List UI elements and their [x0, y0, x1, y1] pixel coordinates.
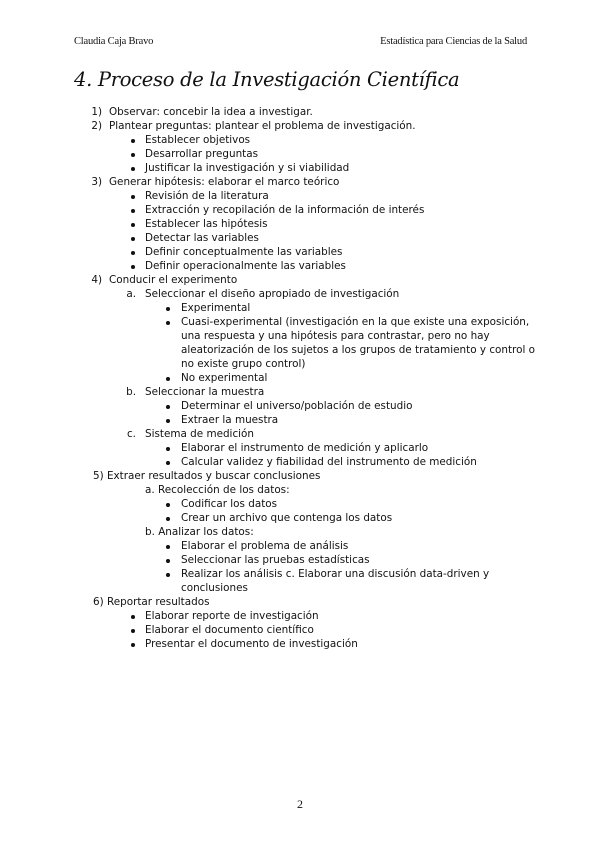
- bullet-text: Justificar la investigación y si viabilidad: [145, 162, 350, 174]
- step-number: 4): [91, 274, 102, 286]
- sub-text: a. Recolección de los datos:: [145, 484, 290, 496]
- bullet-text: Elaborar el instrumento de medición y aplicarlo: [181, 442, 429, 454]
- bullet-text: Revisión de la literatura: [145, 190, 269, 202]
- step-number: 3): [91, 176, 102, 188]
- bullet-icon: [131, 265, 135, 269]
- step-text: Plantear preguntas: plantear el problema de investigación.: [109, 120, 416, 132]
- bullet-icon: [166, 559, 170, 563]
- bullet-text: Extracción y recopilación de la información de interés: [145, 204, 425, 216]
- step-text: 5) Extraer resultados y buscar conclusiones: [93, 470, 321, 482]
- header-course: Estadística para Ciencias de la Salud: [380, 36, 527, 47]
- bullet-text: Seleccionar las pruebas estadísticas: [181, 554, 370, 566]
- sub-text: Seleccionar el diseño apropiado de investigación: [145, 288, 400, 300]
- bullet-text: No experimental: [181, 372, 268, 384]
- bullet-icon: [166, 573, 170, 577]
- step-text: Generar hipótesis: elaborar el marco teórico: [109, 176, 340, 188]
- bullet-text: Elaborar reporte de investigación: [145, 610, 319, 622]
- bullet-icon: [131, 195, 135, 199]
- bullet-text: una respuesta y una hipótesis para contrastar, pero no hay: [181, 330, 490, 342]
- bullet-icon: [131, 167, 135, 171]
- bullet-text: conclusiones: [181, 582, 248, 594]
- bullet-text: no existe grupo control): [181, 358, 306, 370]
- bullet-text: Codificar los datos: [181, 498, 278, 510]
- bullet-text: aleatorización de los sujetos a los grupos de tratamiento y control o: [181, 344, 535, 356]
- step-number: 2): [91, 120, 102, 132]
- bullet-text: Definir conceptualmente las variables: [145, 246, 343, 258]
- bullet-icon: [166, 419, 170, 423]
- bullet-icon: [131, 643, 135, 647]
- bullet-text: Establecer objetivos: [145, 134, 251, 146]
- bullet-icon: [131, 615, 135, 619]
- bullet-icon: [131, 153, 135, 157]
- bullet-icon: [166, 517, 170, 521]
- page-number: 2: [297, 797, 303, 811]
- bullet-text: Experimental: [181, 302, 251, 314]
- bullet-icon: [131, 139, 135, 143]
- sub-text: Seleccionar la muestra: [145, 386, 265, 398]
- bullet-text: Crear un archivo que contenga los datos: [181, 512, 393, 524]
- bullet-text: Cuasi-experimental (investigación en la que existe una exposición,: [181, 316, 530, 328]
- bullet-icon: [166, 447, 170, 451]
- bullet-text: Establecer las hipótesis: [145, 218, 268, 230]
- bullet-icon: [166, 321, 170, 325]
- bullet-text: Realizar los análisis c. Elaborar una discusión data-driven y: [181, 568, 490, 580]
- sub-text: b. Analizar los datos:: [145, 526, 254, 538]
- bullet-text: Definir operacionalmente las variables: [145, 260, 346, 272]
- step-text: Conducir el experimento: [109, 274, 238, 286]
- sub-text: Sistema de medición: [145, 428, 254, 440]
- bullet-icon: [166, 503, 170, 507]
- sub-mark: b.: [126, 386, 136, 398]
- bullet-icon: [166, 405, 170, 409]
- bullet-text: Presentar el documento de investigación: [145, 638, 358, 650]
- sub-mark: c.: [126, 428, 136, 440]
- bullet-icon: [131, 223, 135, 227]
- bullet-icon: [166, 307, 170, 311]
- bullet-text: Elaborar el problema de análisis: [181, 540, 349, 552]
- bullet-icon: [131, 251, 135, 255]
- step-number: 1): [91, 106, 102, 118]
- step-text: Observar: concebir la idea a investigar.: [109, 106, 313, 118]
- bullet-text: Detectar las variables: [145, 232, 259, 244]
- bullet-text: Determinar el universo/población de estudio: [181, 400, 413, 412]
- bullet-text: Desarrollar preguntas: [145, 148, 259, 160]
- bullet-text: Extraer la muestra: [181, 414, 279, 426]
- step-text: 6) Reportar resultados: [93, 596, 210, 608]
- header-author: Claudia Caja Bravo: [74, 36, 154, 47]
- bullet-icon: [131, 209, 135, 213]
- bullet-icon: [131, 237, 135, 241]
- bullet-text: Elaborar el documento científico: [145, 624, 314, 636]
- sub-mark: a.: [126, 288, 136, 300]
- bullet-icon: [166, 461, 170, 465]
- bullet-text: Calcular validez y fiabilidad del instrumento de medición: [181, 456, 477, 468]
- bullet-icon: [131, 629, 135, 633]
- section-title: 4. Proceso de la Investigación Científica: [74, 68, 460, 91]
- bullet-icon: [166, 377, 170, 381]
- bullet-icon: [166, 545, 170, 549]
